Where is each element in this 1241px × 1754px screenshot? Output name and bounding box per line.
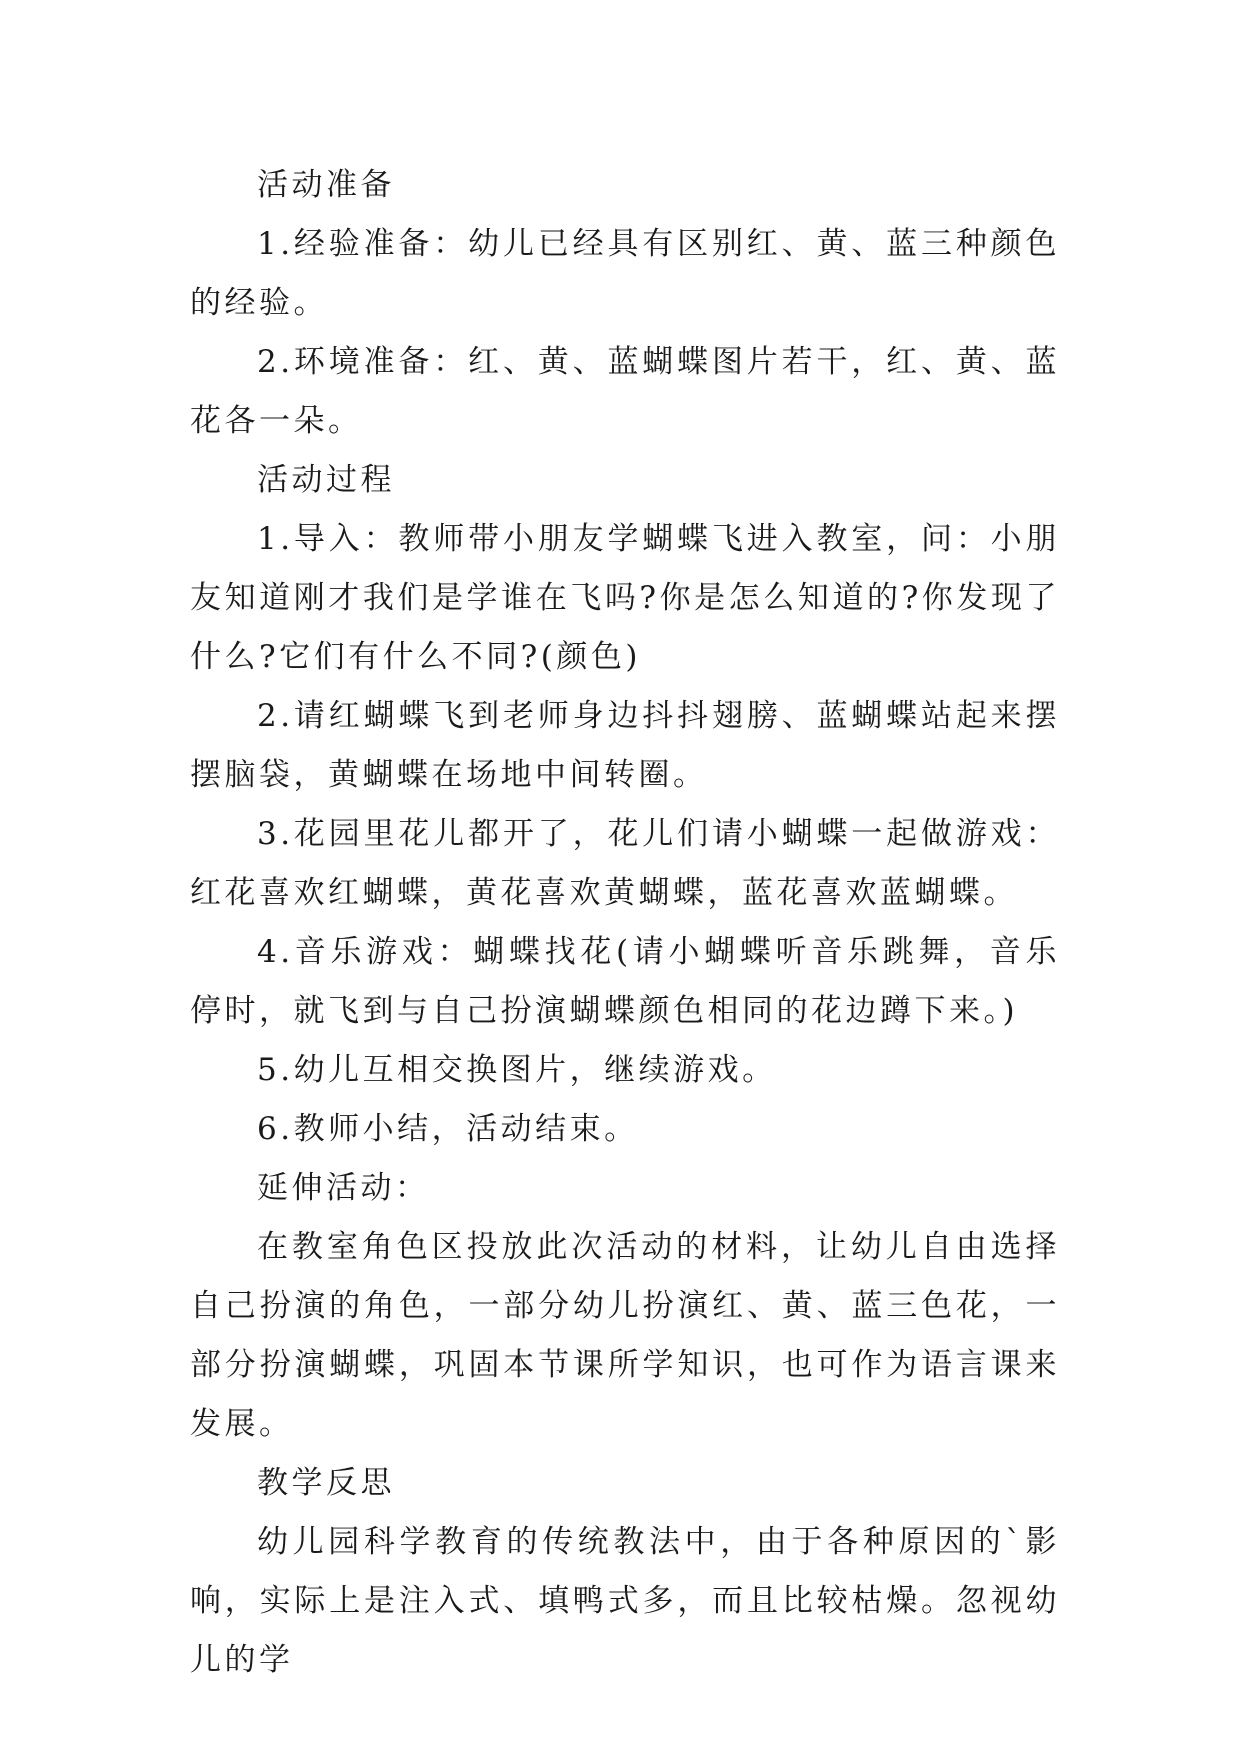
section-heading-reflection: 教学反思	[257, 1465, 395, 1501]
paragraph-step-1: 1.导入：教师带小朋友学蝴蝶飞进入教室，问：小朋友知道刚才我们是学谁在飞吗?你是怎么知道的?你发现了什么?它们有什么不同?(颜色)	[190, 521, 1060, 675]
paragraph-environment-prep: 2.环境准备：红、黄、蓝蝴蝶图片若干，红、黄、蓝花各一朵。	[190, 344, 1060, 439]
paragraph-step-2: 2.请红蝴蝶飞到老师身边抖抖翅膀、蓝蝴蝶站起来摆摆脑袋，黄蝴蝶在场地中间转圈。	[190, 698, 1060, 793]
section-heading-process: 活动过程	[257, 462, 395, 498]
paragraph-experience-prep: 1.经验准备：幼儿已经具有区别红、黄、蓝三种颜色的经验。	[190, 226, 1060, 321]
section-heading-preparation: 活动准备	[257, 167, 395, 203]
paragraph-reflection: 幼儿园科学教育的传统教法中，由于各种原因的`影响，实际上是注入式、填鸭式多，而且比较枯燥。忽视幼儿的学	[190, 1524, 1060, 1678]
paragraph-step-3: 3.花园里花儿都开了，花儿们请小蝴蝶一起做游戏：红花喜欢红蝴蝶，黄花喜欢黄蝴蝶，蓝花喜欢蓝蝴蝶。	[190, 816, 1060, 911]
paragraph-step-6: 6.教师小结，活动结束。	[257, 1111, 639, 1147]
paragraph-step-4: 4.音乐游戏：蝴蝶找花(请小蝴蝶听音乐跳舞，音乐停时，就飞到与自己扮演蝴蝶颜色相同的花边蹲下来。)	[190, 934, 1060, 1029]
document-body	[190, 156, 1060, 1690]
section-heading-extension: 延伸活动：	[257, 1170, 430, 1206]
paragraph-step-5: 5.幼儿互相交换图片，继续游戏。	[257, 1052, 777, 1088]
paragraph-extension: 在教室角色区投放此次活动的材料，让幼儿自由选择自己扮演的角色，一部分幼儿扮演红、黄、蓝三色花，一部分扮演蝴蝶，巩固本节课所学知识，也可作为语言课来发展。	[190, 1229, 1060, 1442]
